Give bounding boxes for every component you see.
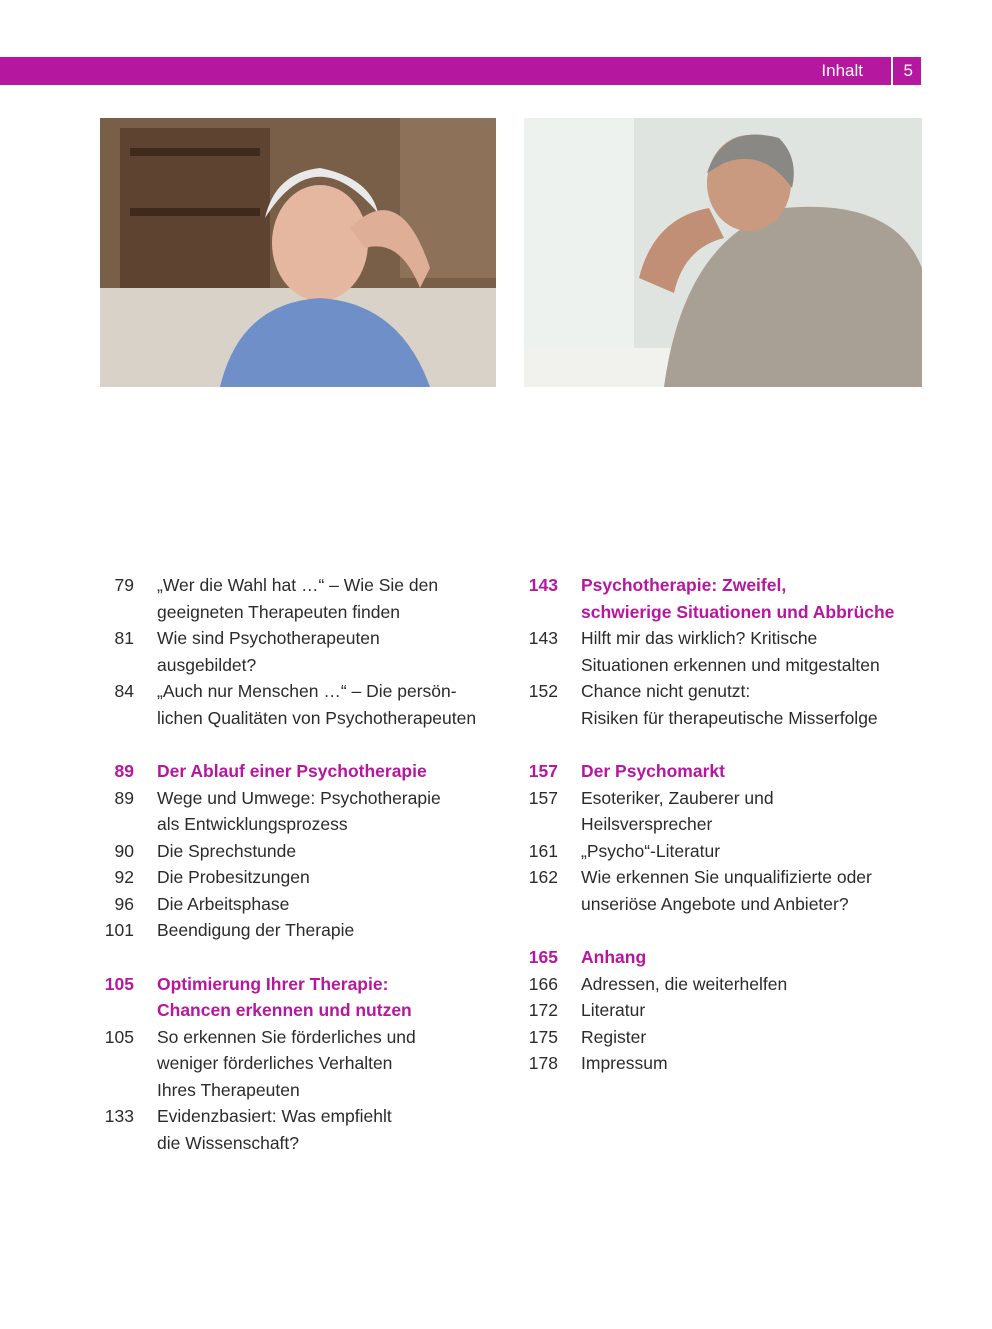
toc-page-number: 79: [114, 575, 134, 595]
group-spacer: [98, 731, 518, 758]
toc-chapter-entry[interactable]: [98, 758, 518, 785]
toc-page-number: 162: [528, 867, 558, 887]
group-spacer: [522, 917, 942, 944]
toc-entry[interactable]: [98, 785, 518, 838]
toc-entry[interactable]: [98, 838, 518, 865]
photo-older-woman: [100, 118, 496, 387]
header-divider: [891, 57, 893, 85]
toc-left-column: [98, 572, 518, 1156]
toc-chapter-entry[interactable]: [98, 971, 518, 1024]
toc-entry-title: Wie sind Psychotherapeuten ausgebildet?: [157, 628, 380, 675]
toc-entry-title: So erkennen Sie förderliches und weniger förderliches Verhalten Ihres Therapeuten: [157, 1026, 416, 1100]
toc-chapter-entry[interactable]: [522, 572, 942, 625]
toc-page-number: 152: [528, 681, 558, 701]
toc-page-number: 178: [528, 1053, 558, 1073]
page-number: 5: [903, 61, 913, 80]
toc-right-column: [522, 572, 942, 1077]
toc-entry[interactable]: [522, 678, 942, 731]
toc-entry[interactable]: [522, 997, 942, 1024]
toc-entry-title: „Wer die Wahl hat …“ – Wie Sie den geeigneten Therapeuten finden: [157, 575, 439, 622]
toc-entry-title: Die Sprechstunde: [157, 840, 297, 861]
toc-entry[interactable]: [522, 971, 942, 998]
toc-page-number: 101: [104, 920, 134, 940]
toc-page-number: 175: [528, 1026, 558, 1047]
toc-entry[interactable]: [98, 864, 518, 891]
toc-entry-title: Psychotherapie: Zweifel, schwierige Situationen und Abbrüche: [581, 575, 895, 622]
toc-entry[interactable]: [522, 838, 942, 865]
toc-chapter-entry[interactable]: [522, 758, 942, 785]
toc-page-number: 96: [114, 893, 134, 914]
photo-older-man: [524, 118, 922, 387]
group-spacer: [522, 731, 942, 758]
toc-chapter-entry[interactable]: [522, 944, 942, 971]
toc-page-number: 133: [104, 1106, 134, 1126]
toc-page-number: 161: [528, 840, 558, 861]
toc-entry-title: Literatur: [581, 1000, 646, 1020]
toc-entry[interactable]: [98, 1103, 518, 1156]
toc-entry-title: Chance nicht genutzt: Risiken für therapeutische Misserfolge: [581, 681, 878, 728]
toc-page-number: 143: [528, 575, 558, 595]
toc-page-number: 81: [114, 628, 134, 648]
toc-entry-title: „Auch nur Menschen …“ – Die persön- lichen Qualitäten von Psychotherapeuten: [157, 681, 477, 728]
toc-entry-title: Adressen, die weiterhelfen: [581, 973, 788, 994]
toc-page-number: 89: [114, 761, 134, 781]
toc-entry[interactable]: [98, 572, 518, 625]
toc-page-number: 84: [114, 681, 134, 701]
toc-entry-title: Anhang: [581, 947, 647, 967]
toc-entry[interactable]: [522, 864, 942, 917]
toc-entry-title: Die Probesitzungen: [157, 867, 310, 887]
toc-entry-title: „Psycho“-Literatur: [581, 840, 721, 861]
toc-page-number: 165: [528, 947, 558, 967]
toc-page-number: 90: [114, 840, 134, 861]
toc-entry[interactable]: [98, 625, 518, 678]
toc-entry-title: Evidenzbasiert: Was empfiehlt die Wissenschaft?: [157, 1106, 392, 1153]
group-spacer: [98, 944, 518, 971]
toc-entry[interactable]: [98, 1024, 518, 1104]
toc-entry-title: Esoteriker, Zauberer und Heilsversprecher: [581, 787, 774, 834]
toc-page-number: 105: [104, 1026, 134, 1047]
toc-page-number: 105: [104, 973, 134, 994]
toc-entry-title: Der Ablauf einer Psychotherapie: [157, 761, 427, 781]
toc-entry[interactable]: [522, 625, 942, 678]
toc-page-number: 89: [114, 787, 134, 808]
toc-entry[interactable]: [522, 1050, 942, 1077]
toc-page-number: 92: [114, 867, 134, 887]
toc-entry[interactable]: [522, 785, 942, 838]
toc-page-number: 172: [528, 1000, 558, 1020]
toc-entry-title: Wie erkennen Sie unqualifizierte oder unseriöse Angebote und Anbieter?: [581, 867, 872, 914]
toc-entry[interactable]: [98, 678, 518, 731]
toc-page-number: 143: [528, 628, 558, 648]
toc-entry-title: Optimierung Ihrer Therapie: Chancen erkennen und nutzen: [157, 973, 412, 1020]
toc-page-number: 157: [528, 761, 558, 781]
toc-entry[interactable]: [98, 891, 518, 918]
toc-entry-title: Hilft mir das wirklich? Kritische Situationen erkennen und mitgestalten: [581, 628, 880, 675]
toc-entry-title: Wege und Umwege: Psychotherapie als Entwicklungsprozess: [157, 787, 441, 834]
toc-page-number: 166: [528, 973, 558, 994]
header-bar: [0, 57, 921, 85]
toc-entry-title: Beendigung der Therapie: [157, 920, 355, 940]
toc-entry-title: Der Psychomarkt: [581, 761, 725, 781]
section-title: Inhalt: [821, 61, 863, 80]
toc-page-number: 157: [528, 787, 558, 808]
toc-entry[interactable]: [522, 1024, 942, 1051]
toc-entry-title: Register: [581, 1026, 647, 1047]
toc-entry-title: Impressum: [581, 1053, 668, 1073]
toc-entry-title: Die Arbeitsphase: [157, 893, 290, 914]
toc-entry[interactable]: [98, 917, 518, 944]
